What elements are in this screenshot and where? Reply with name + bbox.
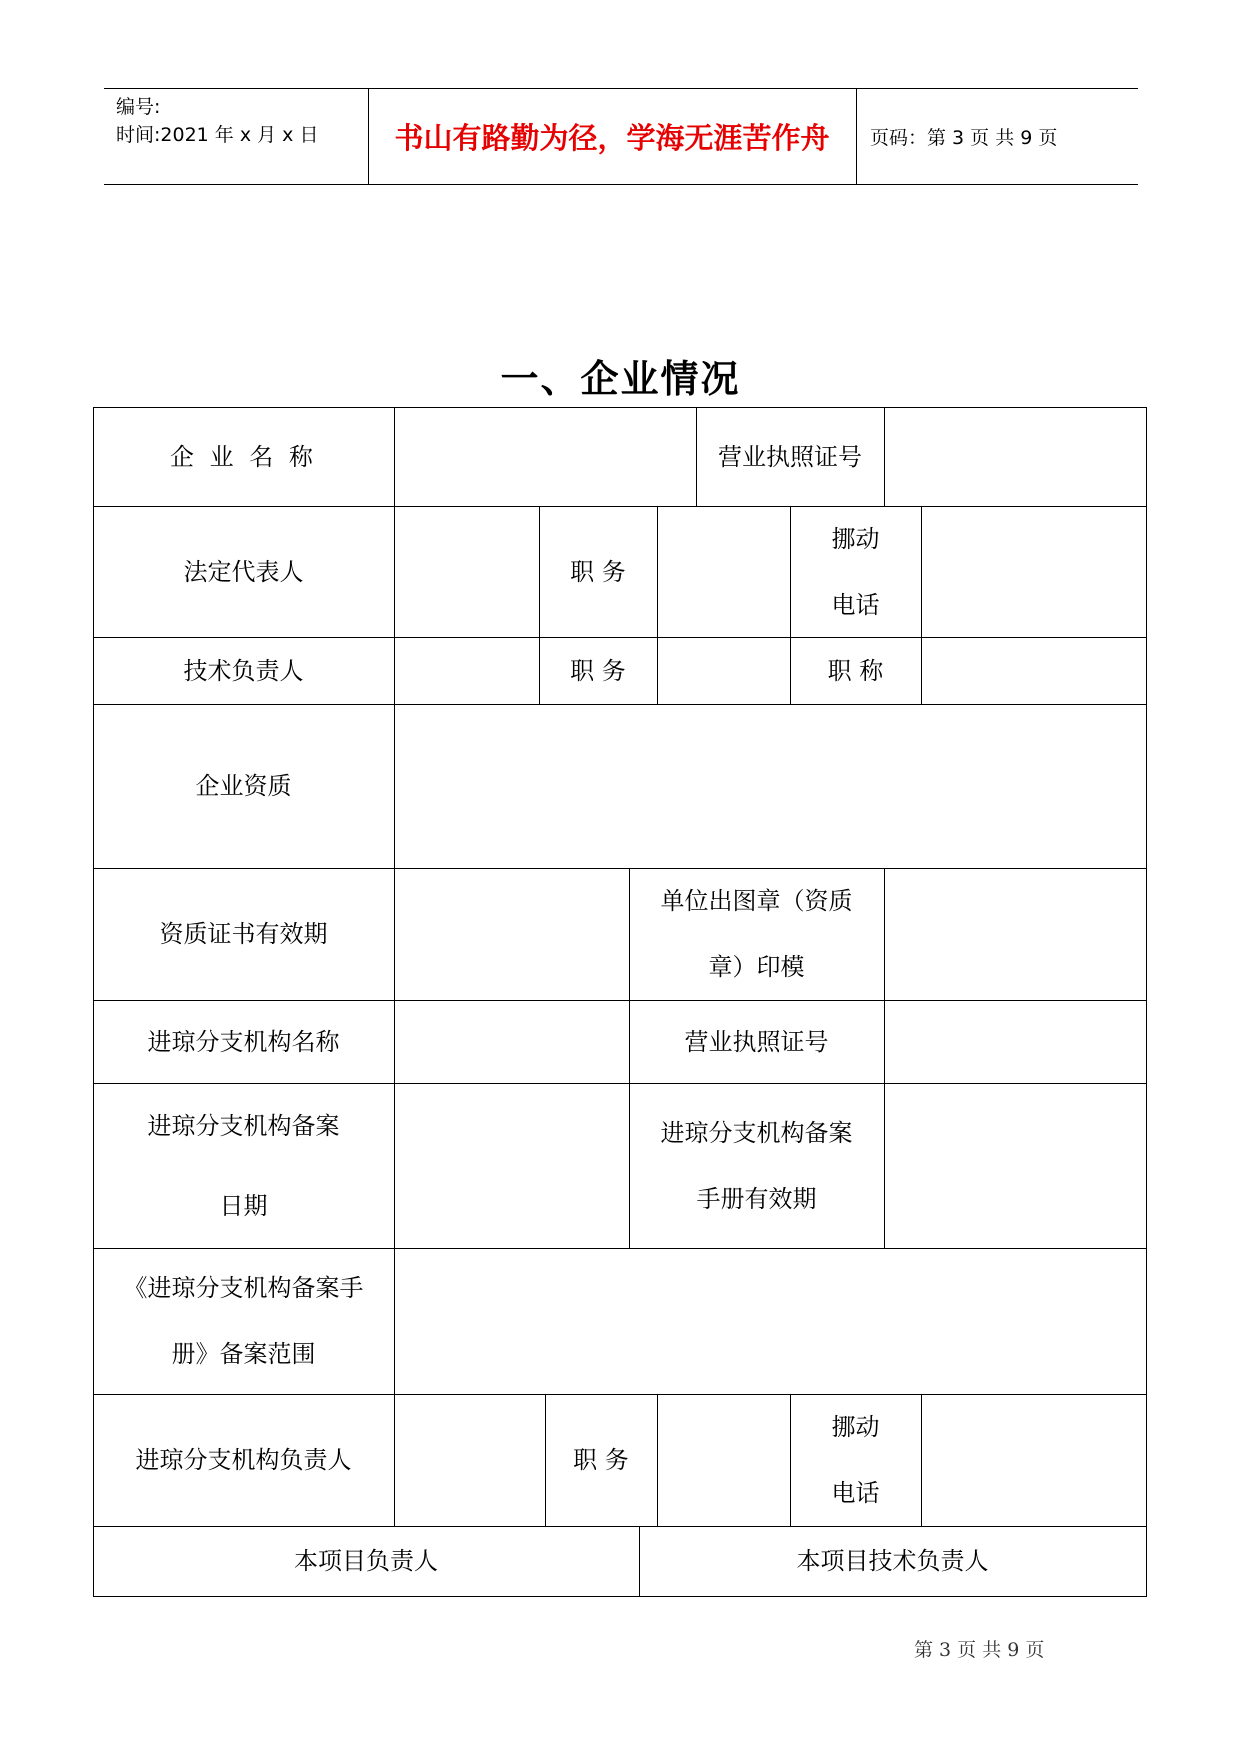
label-technical-lead: 技术负责人 (183, 656, 304, 685)
doc-time-label: 时间:2021 年 x 月 x 日 (116, 124, 319, 146)
label-position: 职 务 (573, 1446, 629, 1474)
label-project-lead: 本项目负责人 (294, 1547, 438, 1575)
label-legal-representative: 法定代表人 (183, 557, 304, 586)
company-info-form (93, 407, 1147, 1598)
label-branch-name: 进琼分支机构名称 (147, 1027, 340, 1056)
label-branch-lead: 进琼分支机构负责人 (135, 1446, 352, 1474)
label-branch-record-date: 进琼分支机构备案 日期 (147, 1111, 340, 1220)
license-no-field[interactable] (884, 407, 1146, 506)
header-meta (116, 93, 318, 149)
position-field[interactable] (657, 637, 790, 704)
seal-impression-field[interactable] (884, 868, 1146, 1000)
technical-lead-field[interactable] (394, 637, 539, 704)
label-company-name: 企 业 名 称 (170, 442, 317, 471)
label-branch-license-no: 营业执照证号 (684, 1027, 829, 1056)
grid-line (1146, 407, 1147, 1597)
label-project-tech-lead: 本项目技术负责人 (796, 1547, 989, 1575)
label-cert-validity: 资质证书有效期 (159, 920, 328, 948)
label-mobile-phone: 挪动 电话 (831, 1413, 880, 1507)
cert-validity-field[interactable] (394, 868, 629, 1000)
grid-line (93, 1596, 1147, 1597)
branch-lead-field[interactable] (394, 1394, 545, 1526)
label-branch-manual-validity: 进琼分支机构备案 手册有效期 (660, 1118, 853, 1213)
label-license-no: 营业执照证号 (718, 442, 862, 471)
company-name-field[interactable] (394, 407, 696, 506)
header-motto: 书山有路勤为径，学海无涯苦作舟 (394, 121, 830, 155)
branch-name-field[interactable] (394, 1000, 629, 1083)
header-page-info: 页码：第 3 页 共 9 页 (870, 127, 1058, 149)
doc-number-label: 编号: (116, 96, 161, 118)
position-field[interactable] (657, 1394, 790, 1526)
qualification-field[interactable] (394, 704, 1146, 868)
legal-representative-field[interactable] (394, 506, 539, 637)
label-title-rank: 职 称 (827, 656, 884, 685)
label-position: 职 务 (570, 656, 626, 685)
branch-manual-validity-field[interactable] (884, 1083, 1146, 1248)
position-field[interactable] (657, 506, 790, 637)
page-footer: 第 3 页 共 9 页 (914, 1639, 1045, 1661)
title-rank-field[interactable] (921, 637, 1146, 704)
branch-license-no-field[interactable] (884, 1000, 1146, 1083)
branch-record-scope-field[interactable] (394, 1248, 1146, 1394)
branch-record-date-field[interactable] (394, 1083, 629, 1248)
label-branch-record-scope: 《进琼分支机构备案手 册》备案范围 (123, 1274, 364, 1368)
mobile-phone-field[interactable] (921, 1394, 1146, 1526)
label-seal-impression: 单位出图章（资质 章）印模 (660, 887, 853, 981)
section-title: 一、企业情况 (500, 356, 741, 401)
header-divider (856, 89, 857, 184)
label-qualification: 企业资质 (195, 772, 292, 800)
page-header (104, 88, 1138, 185)
label-mobile-phone: 挪动 电话 (831, 524, 880, 619)
label-position: 职 务 (570, 557, 626, 586)
mobile-phone-field[interactable] (921, 506, 1146, 637)
